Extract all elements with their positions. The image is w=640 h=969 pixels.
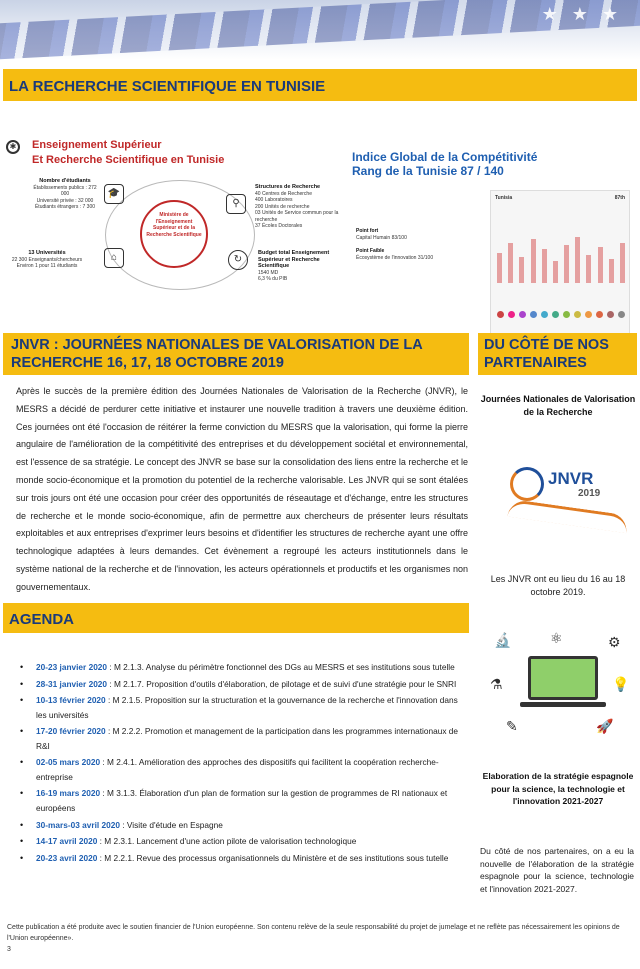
- strength-weakness-block: [356, 228, 433, 262]
- research-structure-icon: ⚲: [226, 194, 246, 214]
- jnvr-article: Après le succès de la première édition des Journées Nationales de Valorisation de la Recherche (JNVR), le MESRS a décidé de perdurer cette initiative et instaurer une nouvelle tradition à travers une deuxième édition. Ces journées ont été l'occasion de réitérer la ferme conviction du MESRS que la valorisation, qui forme la pierre angulaire de l'amélioration de la compétitivité des entreprises et du développement sociétal et environnemental, est l'essence de sa stratégie. Le concept des JNVR se base sur la consolidation des liens entre la recherche et le monde socio-économique et la promotion du potentiel de la recherche valorisable. Les JNVR qui se sont étalées sur trois jours ont été une occasion pour créer des opportunités de réseautage et d'échange, entre les structures de recherche et le monde socio-économique, afin de permettre aux chercheurs de présenter leurs résultats exploitables et aux entreprises d'exprimer leurs besoins et d'identifier les structures de recherche ayant une offre technologique adaptées à leurs demandes. Cet évènement a regroupé les acteurs institutionnels dans le système national de la recherche et de l'innovation, les acteurs opérationnels et productifs et les organismes non gouvernementaux.: [16, 386, 468, 592]
- agenda-text: : M 2.1.5. Proposition sur la structuration et la gouvernance de la recherche et l'innovation dans les universités: [36, 695, 458, 720]
- section-title-partenaires: DU CÔTÉ DE NOS PARTENAIRES: [478, 333, 637, 375]
- point-faible-value: Écosystème de l'innovation 31/100: [356, 255, 434, 261]
- section-title-recherche: LA RECHERCHE SCIENTIFIQUE EN TUNISIE: [3, 69, 637, 101]
- budget-label: Budget total Enseignement Supérieur et Recherche Scientifique: [258, 250, 330, 269]
- agenda-text: : Visite d'étude en Espagne: [119, 819, 223, 830]
- infographic-title: [32, 138, 224, 168]
- universities-line1: 22 300 Enseignants/chercheurs: [11, 256, 83, 263]
- page-number: 3: [7, 946, 11, 953]
- thumb-country: Tunisia: [495, 195, 513, 201]
- section-title-jnvr: JNVR : JOURNÉES NATIONALES DE VALORISATION DE LA RECHERCHE 16, 17, 18 OCTOBRE 2019: [3, 333, 469, 375]
- jnvr-logo: [500, 455, 630, 540]
- hub-label: Ministère de l'Enseignement Supérieur et de la Recherche Scientifique: [146, 212, 202, 238]
- agenda-text: : M 2.4.1. Amélioration des approches des dispositifs qui facilitent la coopération recherche-entreprise: [36, 757, 439, 782]
- structures-block: [255, 184, 345, 230]
- agenda-date: 02-05 mars 2020: [36, 757, 101, 768]
- agenda-date: 14-17 avril 2020: [36, 836, 98, 847]
- infographic-title-line2: Et Recherche Scientifique en Tunisie: [32, 154, 225, 166]
- structures-line3: 200 Unités de recherche: [255, 203, 310, 210]
- agenda-date: 30-mars-03 avril 2020: [36, 819, 120, 830]
- header-banner: [0, 0, 640, 60]
- structures-line1: 40 Centres de Recherche: [255, 190, 312, 197]
- partner-note-jnvr: Les JNVR ont eu lieu du 16 au 18 octobre 2019.: [490, 574, 626, 597]
- agenda-date: 20-23 janvier 2020: [36, 662, 108, 672]
- point-fort-value: Capital Humain 83/100: [356, 235, 407, 241]
- partner-heading-jnvr: Journées Nationales de Valorisation de la Recherche: [480, 394, 636, 417]
- agenda-item: [20, 818, 470, 833]
- students-block: [30, 178, 100, 211]
- agenda-text: : M 2.2.2. Promotion et management de la participation dans les programmes internationaux de R&I: [36, 726, 459, 751]
- students-line3: Étudiants étrangers : 7 300: [34, 204, 96, 210]
- structures-line5: 37 Écoles Doctorales: [255, 223, 303, 229]
- agenda-date: 20-23 avril 2020: [36, 852, 98, 863]
- research-infographic: [0, 120, 640, 320]
- index-line1: Indice Global de la Compétitivité: [352, 150, 538, 164]
- budget-icon: ↻: [228, 250, 248, 270]
- structures-label: Structures de Recherche: [255, 184, 321, 190]
- university-icon: ⌂: [104, 248, 124, 268]
- ministry-logo-icon: ✱: [6, 140, 20, 154]
- competitiveness-index-title: [352, 150, 537, 178]
- agenda-item: [20, 677, 470, 692]
- agenda-item: [20, 755, 470, 784]
- agenda-list: [20, 660, 470, 867]
- jnvr-ring-icon: [510, 467, 544, 501]
- atom-icon: ⚛: [550, 630, 563, 646]
- eu-disclaimer: Cette publication a été produite avec le soutien financier de l'Union européenne. Son contenu relève de la seule responsabilité du projet de jumelage et ne reflète pas nécessairement les opinions de l'Union européenne».: [7, 924, 620, 942]
- jnvr-logo-year: 2019: [578, 488, 601, 499]
- agenda-date: 16-19 mars 2020: [36, 788, 101, 799]
- agenda-item: [20, 660, 470, 675]
- agenda-date: 10-13 février 2020: [36, 695, 106, 706]
- students-label: Nombre d'étudiants: [39, 178, 91, 184]
- budget-line1: 1540 MD: [258, 269, 279, 276]
- agenda-text: : M 2.2.1. Revue des processus organisationnels du Ministère et de ses institutions sous tutelle: [97, 852, 449, 863]
- rocket-icon: 🚀: [596, 718, 614, 734]
- infographic-title-line1: Enseignement Supérieur: [32, 139, 162, 151]
- lightbulb-icon: 💡: [612, 676, 630, 692]
- students-line2: Université privée : 32 000: [36, 197, 94, 204]
- index-line2: Rang de la Tunisie 87 / 140: [352, 164, 504, 178]
- agenda-item: [20, 786, 470, 815]
- agenda-item: [20, 851, 470, 866]
- jnvr-logo-word: JNVR: [548, 469, 594, 488]
- universities-line2: Environ 1 pour 11 étudiants: [16, 263, 78, 269]
- laptop-icon: [528, 656, 598, 700]
- point-fort-label: Point fort: [356, 228, 379, 234]
- universities-block: [2, 250, 92, 270]
- star-decoration: ★★★: [541, 4, 632, 24]
- universities-label: 13 Universités: [28, 250, 66, 256]
- agenda-text: : M 3.1.3. Élaboration d'un plan de formation sur la gestion de programmes de RI nationaux et européens: [36, 788, 448, 813]
- jnvr-swoosh: [507, 499, 628, 534]
- point-faible-label: Point Faible: [356, 248, 385, 254]
- science-icons-illustration: [490, 630, 634, 750]
- budget-line2: 6,3 % du PIB: [258, 276, 288, 282]
- partner-heading-spain: Elaboration de la stratégie espagnole pour la science, la technologie et l'innovation 2021-2027: [482, 771, 634, 806]
- partner-note-spain: Du côté de nos partenaires, on a eu la nouvelle de l'élaboration de la stratégie espagnole pour la science, technologie et l'innovation 2021-2027.: [480, 846, 634, 894]
- section-title-agenda: AGENDA: [3, 603, 469, 633]
- thumb-rank: 87th: [614, 195, 625, 201]
- thumb-dots: [497, 311, 625, 318]
- agenda-text: : M 2.1.7. Proposition d'outils d'élaboration, de pilotage et de suivi d'une stratégie pour le SNRI: [107, 678, 457, 689]
- budget-block: [258, 250, 344, 283]
- structures-line4: 03 Unités de Service commun pour la recherche: [255, 210, 339, 223]
- agenda-item: [20, 834, 470, 849]
- agenda-item: [20, 693, 470, 722]
- thumb-bars: [497, 233, 625, 283]
- agenda-date: 28-31 janvier 2020: [36, 678, 108, 689]
- compass-icon: ✎: [506, 718, 518, 734]
- agenda-date: 17-20 février 2020: [36, 726, 106, 737]
- gear-icon: ⚙: [608, 634, 621, 650]
- agenda-text: : M 2.1.3. Analyse du périmètre fonctionnel des DGs au MESRS et ses institutions sous tutelle: [107, 662, 455, 672]
- flask-icon: ⚗: [490, 676, 503, 692]
- agenda-item: [20, 724, 470, 753]
- laptop-base: [520, 702, 606, 707]
- students-line1: Établissements publics : 272 000: [33, 184, 97, 197]
- agenda-text: : M 2.3.1. Lancement d'une action pilote de valorisation technologique: [97, 836, 357, 847]
- microscope-icon: 🔬: [494, 632, 512, 648]
- graduate-icon: 🎓: [104, 184, 124, 204]
- structures-line2: 400 Laboratoires: [255, 197, 293, 203]
